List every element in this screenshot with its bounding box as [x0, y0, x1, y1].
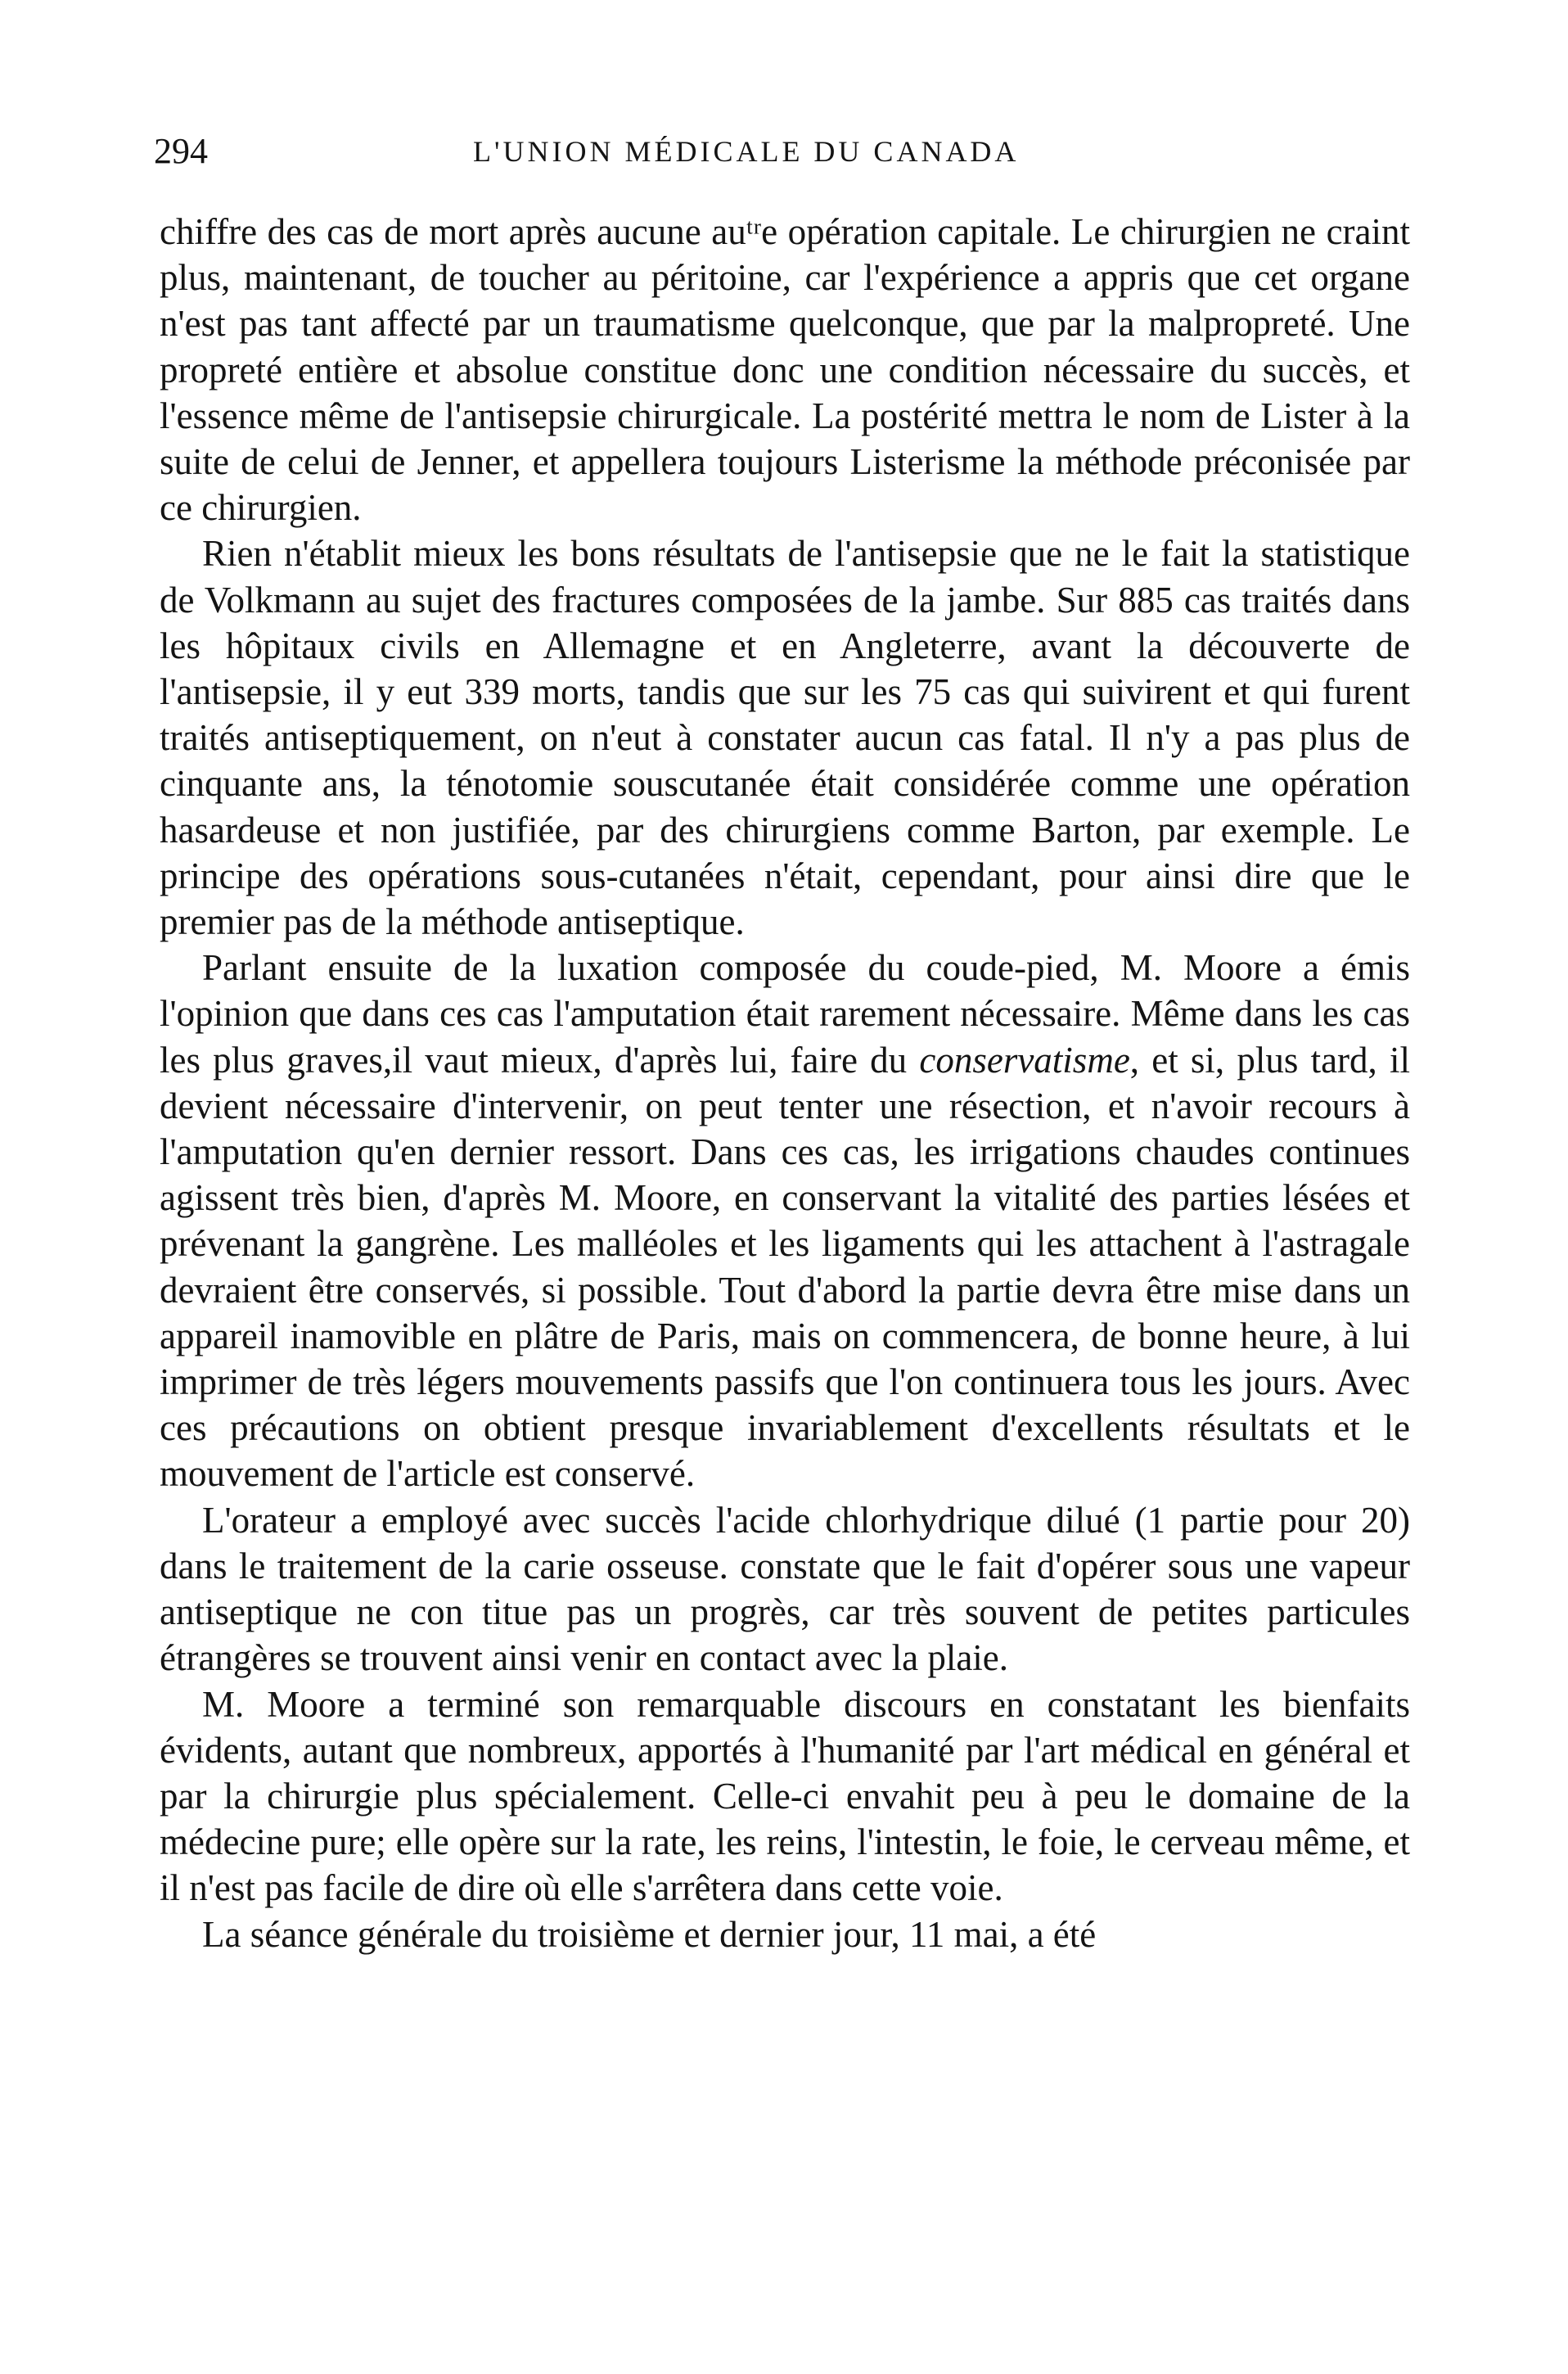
paragraph-luxation — [160, 945, 1410, 1496]
page-number: 294 — [154, 131, 208, 171]
paragraph-text: chiffre des cas de mort après aucune auᵗʳe opération capitale. Le chirurgien ne craint plus, maintenant, de toucher au péritoine, car l'expérience a appris que cet organe n'est pas tant affecté par un traumatisme quelconque, que par la malpropreté. Une propreté entière et absolue constitue donc une condition nécessaire du succès, et l'essence même de l'antisepsie chirurgicale. La postérité mettra le nom de Lister à la suite de celui de Jenner, et appellera toujours Listerisme la méthode préconisée par ce chirurgien. — [160, 211, 1410, 529]
paragraph-volkmann-statistics — [160, 530, 1410, 945]
paragraph-continuation — [160, 209, 1410, 530]
article-body — [160, 209, 1410, 1957]
paragraph-text: Parlant ensuite de la luxation composée du coude-pied, M. Moore a émis l'opinion que dans ces cas l'amputation était rarement nécessaire. Même dans les cas les plus graves,il vaut mieux, d'après lui, faire du — [160, 947, 1410, 1081]
paragraph-text: Rien n'établit mieux les bons résultats de l'antisepsie que ne le fait la statistique de Volkmann au sujet des fractures composées de la jambe. Sur 885 cas traités dans les hôpitaux civils en Allemagne et en Angleterre, avant la découverte de l'antisepsie, il y eut 339 morts, tandis que sur les 75 cas qui suivirent et qui furent traités antiseptiquement, on n'eut à constater aucun cas fatal. Il n'y a pas plus de cinquante ans, la ténotomie souscutanée était considérée comme une opération hasardeuse et non justifiée, par des chirurgiens comme Barton, par exemple. Le principe des opérations sous-cutanées n'était, cependant, pour ainsi dire que le premier pas de la méthode antiseptique. — [160, 533, 1410, 943]
paragraph-hydrochloric-acid — [160, 1497, 1410, 1681]
paragraph-text: M. Moore a terminé son remarquable discours en constatant les bienfaits évidents, autant que nombreux, apportés à l'humanité par l'art médical en général et par la chirurgie plus spécialement. Celle-ci envahit peu à peu le domaine de la médecine pure; elle opère sur la rate, les reins, l'intestin, le foie, le cerveau même, et il n'est pas facile de dire où elle s'arrêtera dans cette voie. — [160, 1683, 1410, 1909]
paragraph-conclusion — [160, 1681, 1410, 1911]
running-head — [154, 127, 1406, 176]
journal-title: L'UNION MÉDICALE DU CANADA — [473, 135, 1020, 168]
italic-term: conservatisme — [919, 1039, 1130, 1081]
paragraph-text: La séance générale du troisième et dernier jour, 11 mai, a été — [202, 1913, 1097, 1955]
paragraph-general-session — [160, 1911, 1410, 1957]
paragraph-text: L'orateur a employé avec succès l'acide chlorhydrique dilué (1 partie pour 20) dans le traitement de la carie osseuse. constate que le fait d'opérer sous une vapeur antiseptique ne con titue pas un progrès, car très souvent de petites particules étrangères se trouvent ainsi venir en contact avec la plaie. — [160, 1499, 1410, 1679]
paragraph-text-continued: , et si, plus tard, il devient nécessaire d'intervenir, on peut tenter une résection, et n'avoir recours à l'amputation qu'en dernier ressort. Dans ces cas, les irrigations chaudes continues agissent très bien, d'après M. Moore, en conservant la vitalité des parties lésées et prévenant la gangrène. Les malléoles et les ligaments qui les attachent à l'astragale devraient être conservés, si possible. Tout d'abord la partie devra être mise dans un appareil inamovible en plâtre de Paris, mais on commencera, de bonne heure, à lui imprimer de très légers mouvements passifs que l'on continuera tous les jours. Avec ces précautions on obtient presque invariablement d'excellents résultats et le mouvement de l'article est conservé. — [160, 1039, 1410, 1495]
